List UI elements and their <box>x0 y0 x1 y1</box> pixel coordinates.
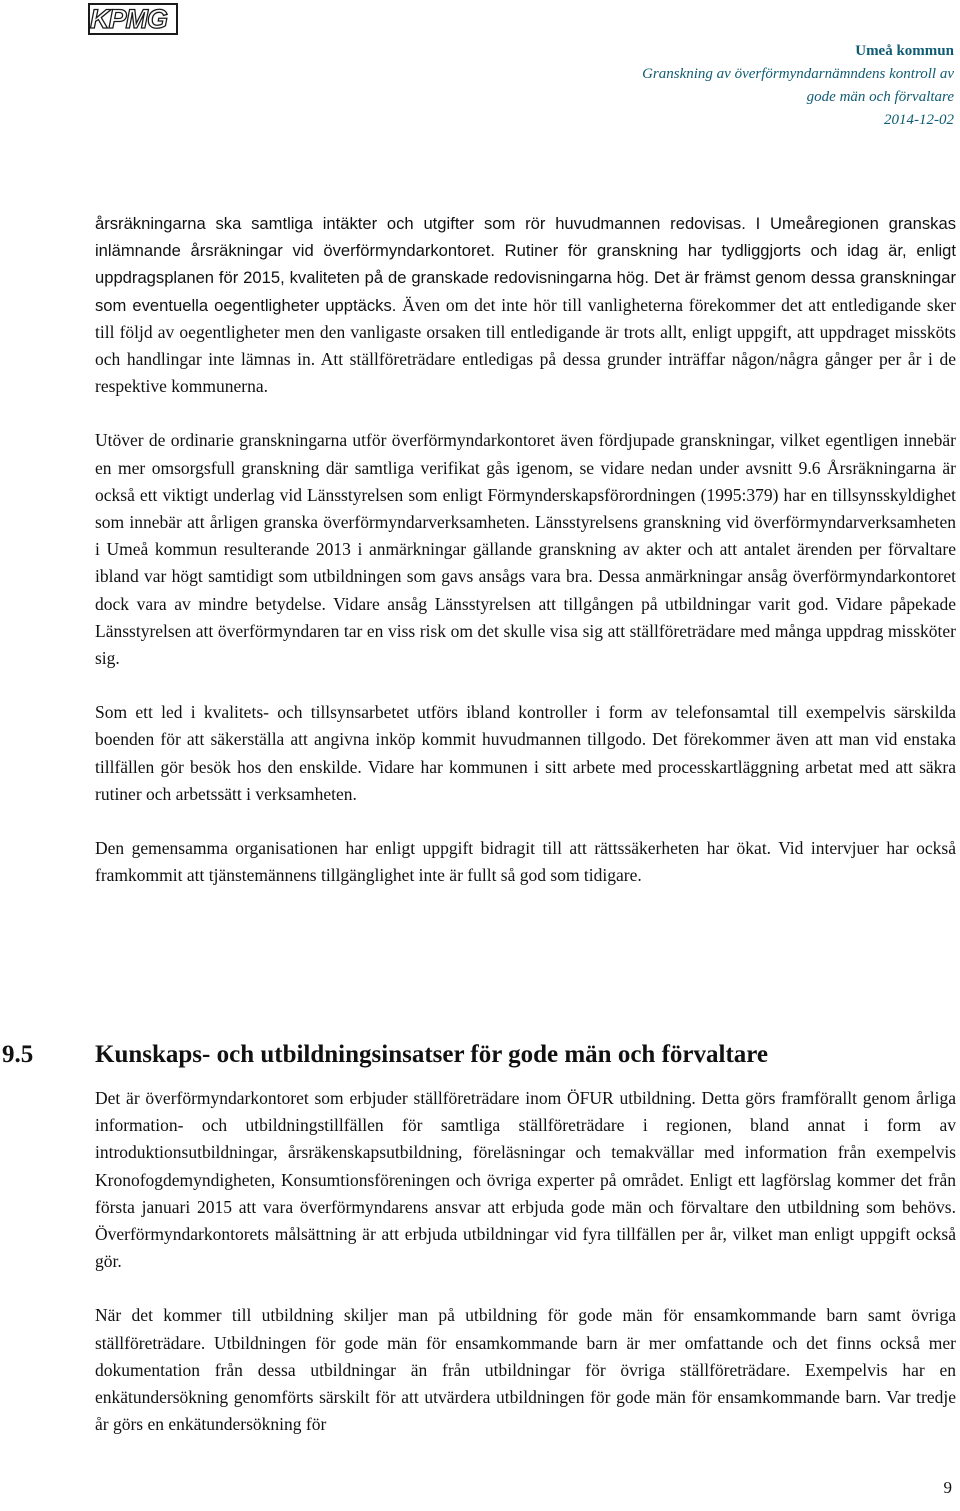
section-paragraph-1: Det är överförmyndarkontoret som erbjuder ställföreträdare inom ÖFUR utbildning. Detta görs framförallt genom årliga information- och utbildningstillfällen för samtliga ställföreträdare i regionen, bland annat i form av introduktionsutbildningar, årsräkenskapsutbildning, föreläsningar och temakvällar med information från exempelvis Kronofogdemyndigheten, Konsumtionsföreningen och övriga experter på området. Enligt ett lagförslag kommer det från första januari 2015 att vara överförmyndarens ansvar att erbjuda gode män och förvaltare den utbildning som behövs. Överförmyndarkontorets målsättning är att erbjuda utbildningar vid fyra tillfällen per år, vilket man enligt uppgift också gör. <box>95 1088 956 1272</box>
section-content <box>95 1085 956 1438</box>
header-subtitle-line2: gode män och förvaltare <box>806 89 954 105</box>
header-subtitle-line1: Granskning av överförmyndarnämndens kontroll av <box>642 66 954 82</box>
paragraph-1-serif-part: Även om det inte hör till vanligheterna förekommer det att entledigande sker till följd av oegentligheter men den vanligaste orsaken till entledigande är trots allt, enligt uppgift, att uppdraget missköts och handlingar inte lämnas in. Att ställföreträdare entledigas på dessa grunder inträffar någon/några gånger per år i de respektive kommunerna. <box>95 294 956 397</box>
header-date: 2014-12-02 <box>884 112 954 128</box>
paragraph-4: Den gemensamma organisationen har enligt uppgift bidragit till att rättssäkerheten har ökat. Vid intervjuer har också framkommit att tjänstemännens tillgänglighet inte är fullt så god som tidigare. <box>95 838 956 886</box>
body-content <box>95 210 956 889</box>
header-organization: Umeå kommun <box>855 43 954 59</box>
document-header <box>642 40 954 132</box>
section-paragraph-2: När det kommer till utbildning skiljer man på utbildning för gode män för ensamkommande barn samt övriga ställföreträdare. Utbildningen för gode män för ensamkommande barn är mer omfattande och det finns också mer dokumentation från dessa utbildningar än från utbildningar för övriga ställföreträdare. Exempelvis har en enkätundersökning genomförts särskilt för att utvärdera utbildningen för gode män för ensamkommande barn. Var tredje år görs en enkätundersökning för <box>95 1305 956 1435</box>
paragraph-2: Utöver de ordinarie granskningarna utför överförmyndarkontoret även fördjupade granskningar, vilket egentligen innebär en mer omsorgsfull granskning där samtliga verifikat gås igenom, se vidare nedan under avsnitt 9.6 Årsräkningarna är också ett viktigt underlag vid Länsstyrelsen som enligt Förmynderskapsförordningen (1995:379) har en tillsynsskyldighet som innebär att årligen granska överförmyndarverksamheten. Länsstyrelsens granskning vid överförmyndarverksamheten i Umeå kommun resulterande 2013 i anmärkningar gällande granskning av akter och att antalet ärenden per förvaltare ibland var högt samtidigt som utbildningen som gavs ansågs vara bra. Dessa anmärkningar ansåg överförmyndarkontoret dock vara av mindre betydelse. Vidare ansåg Länsstyrelsen att tillgången på utbildningar varit god. Vidare påpekade Länsstyrelsen att överförmyndaren tar en viss risk om det skulle visa sig att ställföreträdare med många uppdrag missköter sig. <box>95 430 956 669</box>
paragraph-1-sans-part: årsräkningarna ska samtliga intäkter och utgifter som rör huvudmannen redovisas. I Umeåregionen granskas inlämnande årsräkningar vid överförmyndarkontoret. Rutiner för granskning har tydliggjorts och idag är, enligt uppdragsplanen för 2015, kvaliteten på de granskade redovisningarna hög. Det är främst genom dessa granskningar som eventuella oegentligheter upptäcks. <box>95 214 956 315</box>
paragraph-1 <box>95 210 956 400</box>
kpmg-logo-text: KPMG <box>90 4 167 34</box>
paragraph-3: Som ett led i kvalitets- och tillsynsarbetet utförs ibland kontroller i form av telefonsamtal till exempelvis särskilda boenden för att säkerställa att angivna inköp kommit huvudmannen tillgodo. Det förekommer även att man vid enstaka tillfällen gör besök hos den enskilde. Vidare har kommunen i sitt arbete med processkartläggning arbetat med att säkra rutiner och arbetssätt i verksamheten. <box>95 702 956 804</box>
page-number: 9 <box>943 1478 952 1497</box>
section-title: Kunskaps- och utbildningsinsatser för gode män och förvaltare <box>95 1041 769 1068</box>
section-number: 9.5 <box>2 1041 34 1068</box>
